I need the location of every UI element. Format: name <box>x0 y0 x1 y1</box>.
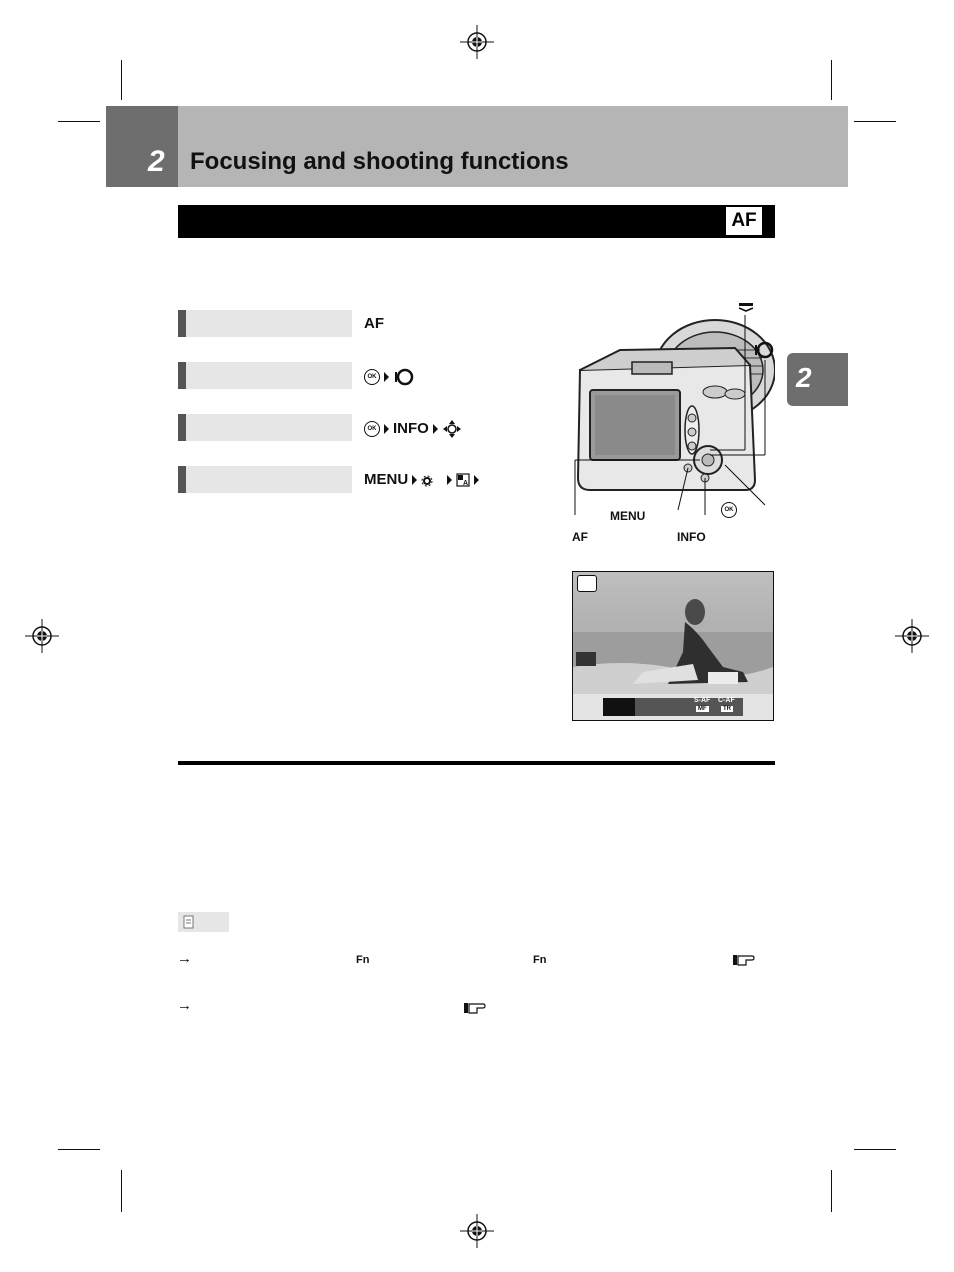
lcd-option-mf: MF <box>698 706 707 712</box>
lcd-option-saf: S-AF <box>694 697 711 704</box>
info-text: INFO <box>393 419 429 437</box>
custom-menu-icon <box>456 473 470 487</box>
registration-mark-icon <box>895 619 929 653</box>
operation-label-super-control-panel <box>178 362 352 389</box>
registration-mark-icon <box>460 25 494 59</box>
menu-text: MENU <box>364 471 409 488</box>
lcd-photo <box>573 572 773 694</box>
side-chapter-number: 2 <box>796 362 812 393</box>
crop-mark <box>58 1149 100 1150</box>
fn-label: Fn <box>356 954 370 966</box>
section-divider <box>178 761 775 765</box>
callout-info: INFO <box>677 530 706 544</box>
arrow-right-icon <box>447 475 452 485</box>
note-box <box>178 912 229 932</box>
crop-mark <box>831 1170 832 1212</box>
operation-menu <box>364 471 483 488</box>
reference-arrow: → <box>177 950 192 967</box>
crop-mark <box>58 121 100 122</box>
arrow-right-icon <box>433 424 438 434</box>
arrow-right-icon <box>384 372 389 382</box>
crop-mark <box>121 1170 122 1212</box>
lcd-screen <box>572 571 774 721</box>
operation-label-live-control <box>178 414 352 441</box>
ok-button-icon: OK <box>364 421 380 437</box>
arrow-right-icon <box>412 475 417 485</box>
reference-arrow: → <box>177 997 192 1014</box>
control-dial-icon <box>393 367 415 387</box>
operation-direct-text: AF <box>364 315 384 332</box>
lcd-af-indicator <box>576 652 596 666</box>
control-dial-icon <box>753 340 775 360</box>
crop-mark <box>854 121 896 122</box>
arrow-pad-icon <box>442 419 462 439</box>
fn-label: Fn <box>533 954 547 966</box>
ok-button-icon: OK <box>364 369 380 385</box>
svg-text:A: A <box>463 480 469 488</box>
registration-mark-icon <box>25 619 59 653</box>
note-icon <box>182 915 196 929</box>
chapter-number: 2 <box>148 145 165 178</box>
operation-live-control <box>364 419 462 439</box>
lcd-option-tr: TR <box>723 706 731 712</box>
callout-menu: MENU <box>610 509 646 523</box>
crop-mark <box>121 60 122 100</box>
operation-label-direct <box>178 310 352 337</box>
pointing-hand-icon <box>732 951 756 967</box>
crop-mark <box>831 60 832 100</box>
callout-af: AF <box>572 530 588 544</box>
camera-illustration <box>560 300 775 515</box>
lcd-option-caf: C-AF <box>718 697 735 704</box>
callout-ok-button: OK <box>721 502 737 518</box>
lcd-mode-indicator <box>577 575 597 592</box>
hot-shoe-icon <box>737 302 755 312</box>
operation-super-control-panel <box>364 367 415 387</box>
chapter-tab <box>106 106 178 187</box>
arrow-right-icon <box>384 424 389 434</box>
lcd-selected-option <box>603 698 635 716</box>
registration-mark-icon <box>460 1214 494 1248</box>
section-bar <box>178 205 775 238</box>
arrow-right-icon <box>474 475 479 485</box>
operation-label-menu <box>178 466 352 493</box>
page-title: Focusing and shooting functions <box>190 148 569 175</box>
gear-icon <box>421 474 435 486</box>
af-badge: AF <box>726 207 762 235</box>
pointing-hand-icon <box>463 999 487 1015</box>
crop-mark <box>854 1149 896 1150</box>
